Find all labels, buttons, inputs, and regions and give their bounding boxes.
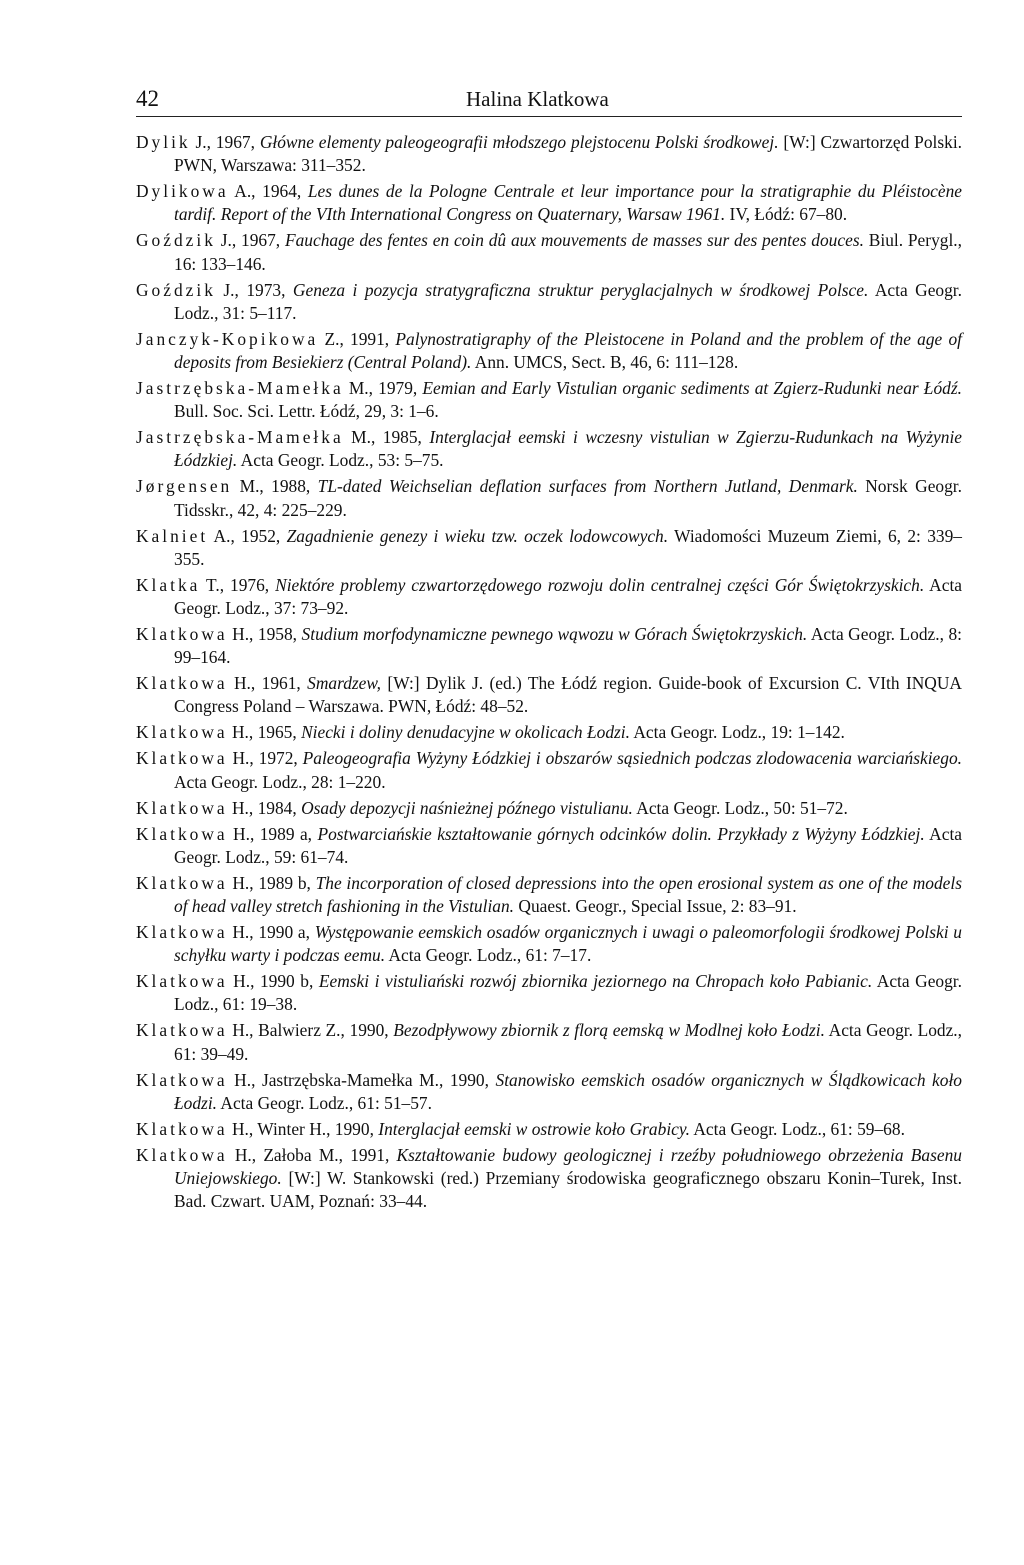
reference-title: Eemian and Early Vistulian organic sediments at Zgierz-Rudunki near Łódź.	[422, 378, 962, 399]
reference-author-rest: H., 1989 a,	[227, 823, 318, 844]
page-number: 42	[136, 86, 159, 111]
reference-source: Norsk Geogr. Tidsskr., 42, 4: 225–229.	[174, 476, 962, 520]
reference-entry	[136, 525, 962, 571]
reference-source: [W:] W. Stankowski (red.) Przemiany środowiska geograficznego obszaru Konin–Turek, Inst. Bad. Czwart. UAM, Poznań: 33–44.	[174, 1168, 962, 1212]
reference-author-rest: J., 1967,	[215, 230, 285, 251]
reference-entry	[136, 1019, 962, 1065]
reference-entry	[136, 279, 962, 325]
reference-title: Niecki i doliny denudacyjne w okolicach Łodzi.	[301, 722, 630, 743]
reference-author: Klatkowa	[136, 1144, 228, 1165]
reference-title: Palynostratigraphy of the Pleistocene in Poland and the problem of the age of deposits from Besiekierz (Central Poland).	[174, 328, 962, 373]
reference-source: [W:] Dylik J. (ed.) The Łódź region. Guide-book of Excursion C. VIth INQUA Congress Poland – Warszawa. PWN, Łódź: 48–52.	[174, 673, 962, 717]
reference-author: Klatkowa	[136, 722, 228, 743]
reference-entry	[136, 180, 962, 226]
reference-author-rest: H., Balwierz Z., 1990,	[227, 1020, 394, 1041]
reference-entry	[136, 872, 962, 918]
reference-author-rest: J., 1967,	[190, 132, 260, 152]
reference-entry	[136, 672, 962, 718]
reference-author: Klatkowa	[136, 748, 228, 769]
reference-entry	[136, 475, 962, 521]
reference-source: Acta Geogr. Lodz., 37: 73–92.	[174, 574, 963, 619]
reference-author-rest: H., Winter H., 1990,	[227, 1118, 379, 1139]
reference-author-rest: H., 1990 a,	[227, 922, 315, 943]
reference-entry	[136, 747, 962, 793]
reference-source: IV, Łódź: 67–80.	[725, 204, 848, 225]
reference-author: Klatkowa	[136, 823, 228, 844]
reference-title: Paleogeografia Wyżyny Łódzkiej i obszarów sąsiednich podczas zlodowacenia warciańskiego.	[302, 748, 962, 769]
reference-author-rest: H., 1965,	[227, 722, 302, 743]
reference-source: Acta Geogr. Lodz., 61: 51–57.	[217, 1092, 432, 1113]
reference-title: Interglacjał eemski i wczesny vistulian w Zgierzu-Rudunkach na Wyżynie Łódzkiej.	[174, 427, 962, 471]
reference-author-rest: H., 1989 b,	[227, 872, 316, 893]
reference-author-rest: A., 1952,	[208, 525, 287, 546]
reference-source: Acta Geogr. Lodz., 61: 19–38.	[174, 971, 962, 1015]
reference-author: Klatka	[136, 574, 201, 595]
reference-author: Goździk	[136, 279, 216, 300]
reference-title: Eemski i vistuliański rozwój zbiornika jeziornego na Chropach koło Pabianic.	[318, 971, 873, 992]
reference-author: Goździk	[136, 230, 216, 251]
reference-author: Dylikowa	[136, 181, 229, 202]
reference-title: Bezodpływowy zbiornik z florą eemską w Modlnej koło Łodzi.	[393, 1020, 825, 1041]
reference-author-rest: Z., 1991,	[318, 328, 396, 349]
reference-source: Acta Geogr. Lodz., 8: 99–164.	[174, 624, 963, 668]
reference-author: Klatkowa	[136, 1069, 228, 1090]
reference-title: Postwarciańskie kształtowanie górnych odcinków dolin. Przykłady z Wyżyny Łódzkiej.	[317, 823, 925, 844]
reference-author: Klatkowa	[136, 624, 228, 645]
reference-author-rest: M., 1985,	[343, 427, 430, 448]
reference-entry	[136, 1069, 962, 1115]
reference-author: Klatkowa	[136, 797, 228, 818]
reference-title: Niektóre problemy czwartorzędowego rozwoju dolin centralnej części Gór Świętokrzyskich.	[275, 574, 925, 595]
reference-title: Osady depozycji naśnieżnej późnego vistulianu.	[301, 797, 633, 818]
reference-entry	[136, 823, 962, 869]
reference-source: Acta Geogr. Lodz., 50: 51–72.	[632, 797, 848, 818]
reference-title: Główne elementy paleogeografii młodszego plejstocenu Polski środkowej.	[259, 132, 779, 152]
reference-entry	[136, 1144, 962, 1214]
reference-entry	[136, 721, 962, 744]
reference-title: Studium morfodynamiczne pewnego wąwozu w Górach Świętokrzyskich.	[301, 624, 808, 645]
reference-entry	[136, 970, 962, 1016]
reference-entry	[136, 797, 962, 820]
reference-author-rest: H., 1961,	[227, 673, 308, 694]
reference-list	[136, 131, 962, 1213]
reference-title: TL-dated Weichselian deflation surfaces from Northern Jutland, Denmark.	[317, 476, 858, 497]
reference-source: Bull. Soc. Sci. Lettr. Łódź, 29, 3: 1–6.	[174, 401, 439, 422]
reference-source: [W:] Czwartorzęd Polski. PWN, Warszawa: 311–352.	[174, 132, 963, 176]
reference-entry	[136, 623, 962, 669]
reference-author-rest: H., 1990 b,	[227, 971, 319, 992]
reference-author: Klatkowa	[136, 922, 228, 943]
reference-title: Kształtowanie budowy geologicznej i rzeźby południowego obrzeżenia Basenu Uniejowskiego.	[174, 1144, 962, 1189]
reference-author-rest: J., 1973,	[215, 279, 293, 300]
reference-source: Acta Geogr. Lodz., 61: 59–68.	[689, 1118, 905, 1139]
reference-title: Fauchage des fentes en coin dû aux mouvements de masses sur des pentes douces.	[284, 230, 864, 251]
reference-entry	[136, 229, 962, 275]
reference-source: Biul. Perygl., 16: 133–146.	[174, 230, 962, 274]
reference-entry	[136, 377, 962, 423]
reference-source: Quaest. Geogr., Special Issue, 2: 83–91.	[514, 896, 797, 917]
reference-author-rest: H., 1958,	[227, 624, 302, 645]
reference-source: Acta Geogr. Lodz., 28: 1–220.	[174, 771, 386, 792]
reference-entry	[136, 574, 962, 620]
reference-author-rest: H., Załoba M., 1991,	[227, 1144, 397, 1165]
reference-title: Interglacjał eemski w ostrowie koło Grabicy.	[378, 1118, 690, 1139]
reference-source: Acta Geogr. Lodz., 61: 39–49.	[174, 1020, 963, 1064]
reference-author: Kalniet	[136, 525, 209, 546]
reference-author-rest: H., Jastrzębska-Mamełka M., 1990,	[227, 1069, 496, 1090]
reference-source: Wiadomości Muzeum Ziemi, 6, 2: 339–355.	[174, 525, 962, 569]
reference-title: Smardzew,	[307, 673, 382, 694]
reference-author-rest: H., 1984,	[227, 797, 302, 818]
running-head-author: Halina Klatkowa	[466, 87, 609, 111]
reference-source: Ann. UMCS, Sect. B, 46, 6: 111–128.	[471, 352, 739, 373]
reference-source: Acta Geogr. Lodz., 59: 61–74.	[174, 823, 962, 867]
reference-title: Stanowisko eemskich osadów organicznych w Ślądkowicach koło Łodzi.	[174, 1069, 962, 1113]
running-header	[136, 86, 962, 117]
page	[136, 86, 962, 1216]
reference-title: The incorporation of closed depressions into the open erosional system as one of the models of head valley stretch fashioning in the Vistulian.	[174, 872, 962, 917]
reference-entry	[136, 1118, 962, 1141]
reference-author-rest: T., 1976,	[200, 574, 276, 595]
reference-entry	[136, 921, 962, 967]
reference-author: Jørgensen	[136, 476, 233, 497]
reference-title: Występowanie eemskich osadów organicznych i uwagi o paleomorfologii środkowej Polski u schyłku warty i podczas eemu.	[174, 922, 962, 966]
reference-entry	[136, 131, 962, 177]
reference-source: Acta Geogr. Lodz., 61: 7–17.	[385, 945, 592, 966]
reference-author-rest: M., 1979,	[343, 378, 423, 399]
reference-author: Klatkowa	[136, 971, 228, 992]
reference-author-rest: M., 1988,	[232, 476, 318, 497]
reference-source: Acta Geogr. Lodz., 53: 5–75.	[237, 450, 444, 471]
reference-author: Klatkowa	[136, 1118, 228, 1139]
reference-author: Klatkowa	[136, 872, 228, 893]
reference-source: Acta Geogr. Lodz., 19: 1–142.	[629, 722, 845, 743]
reference-author: Klatkowa	[136, 1020, 228, 1041]
reference-entry	[136, 426, 962, 472]
reference-title: Geneza i pozycja stratygraficzna struktur peryglacjalnych w środkowej Polsce.	[292, 279, 869, 300]
reference-title: Zagadnienie genezy i wieku tzw. oczek lodowcowych.	[286, 525, 669, 546]
reference-author-rest: H., 1972,	[227, 748, 303, 769]
reference-author: Janczyk-Kopikowa	[136, 328, 319, 349]
reference-author: Klatkowa	[136, 673, 228, 694]
reference-source: Acta Geogr. Lodz., 31: 5–117.	[174, 279, 962, 323]
reference-author-rest: A., 1964,	[228, 181, 308, 202]
reference-title: Les dunes de la Pologne Centrale et leur importance pour la stratigraphie du Pléistocène tardif. Report of the VIth International Congress on Quaternary, Warsaw 1961.	[174, 181, 962, 225]
reference-author: Dylik	[136, 132, 191, 152]
reference-author: Jastrzębska-Mamełka	[136, 378, 344, 399]
reference-author: Jastrzębska-Mamełka	[136, 427, 344, 448]
reference-entry	[136, 328, 962, 374]
